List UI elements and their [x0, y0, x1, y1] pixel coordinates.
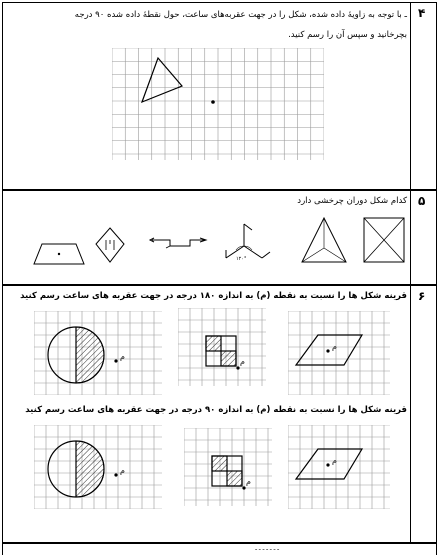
- point-label: م: [332, 342, 337, 351]
- question-4-number-cell: [410, 2, 437, 190]
- question-6-line-2: قرینه شکل ها را نسبت به نقطه (م) به اندازه ۹۰ درجه در جهت عقربه های ساعت رسم کنید: [25, 405, 407, 415]
- question-4-number: ۴: [418, 6, 426, 20]
- q6-figure-squares-90: [184, 428, 272, 506]
- square-diagonals-shape: [364, 218, 404, 262]
- question-4-line-2: بچرخانید و سپس آن را رسم کنید.: [288, 30, 407, 40]
- question-6-line-1: قرینه شکل ها را نسبت به نقطه (م) به اندازه ۱۸۰ درجه در جهت عقربه های ساعت رسم کنید: [20, 291, 407, 301]
- question-4-line-1: ـ با توجه به زاویهٔ داده شده، شکل را در جهت عقربه‌های ساعت، حول نقطهٔ داده شده ۹۰ درجه: [74, 10, 407, 20]
- question-5-text: کدام شکل دوران چرخشی دارد: [297, 196, 407, 206]
- q6-figure-circle-180: [34, 311, 162, 395]
- point-label: م: [240, 357, 245, 366]
- three-arm-star-shape: [226, 224, 270, 262]
- next-question-box: [2, 543, 437, 555]
- point-label: م: [332, 456, 337, 465]
- rotation-point: [211, 100, 215, 104]
- next-question-partial-text: ـ ـ ـ ـ ـ ـ ـ: [255, 545, 279, 552]
- q6-figure-parallelogram-180: [288, 311, 390, 395]
- question-6-number-cell: [410, 285, 437, 543]
- question-6-number: ۶: [418, 289, 426, 303]
- trapezoid-shape: [34, 244, 84, 264]
- question-5-shapes: [30, 210, 410, 270]
- kite-shape: [96, 228, 124, 262]
- zigzag-arrow-shape: [150, 238, 206, 248]
- q6-figure-circle-90: [34, 425, 162, 509]
- question-4-grid-figure: [112, 48, 324, 160]
- angle-label: ۱۲۰°: [236, 256, 247, 262]
- q6-figure-parallelogram-90: [288, 425, 390, 509]
- triangle-shape: [302, 218, 346, 262]
- point-label: م: [246, 477, 251, 486]
- question-5-number: ۵: [418, 194, 426, 208]
- point-label: م: [120, 352, 125, 361]
- triangle-shape: [142, 58, 182, 102]
- q6-figure-squares-180: [178, 308, 266, 386]
- point-label: م: [120, 466, 125, 475]
